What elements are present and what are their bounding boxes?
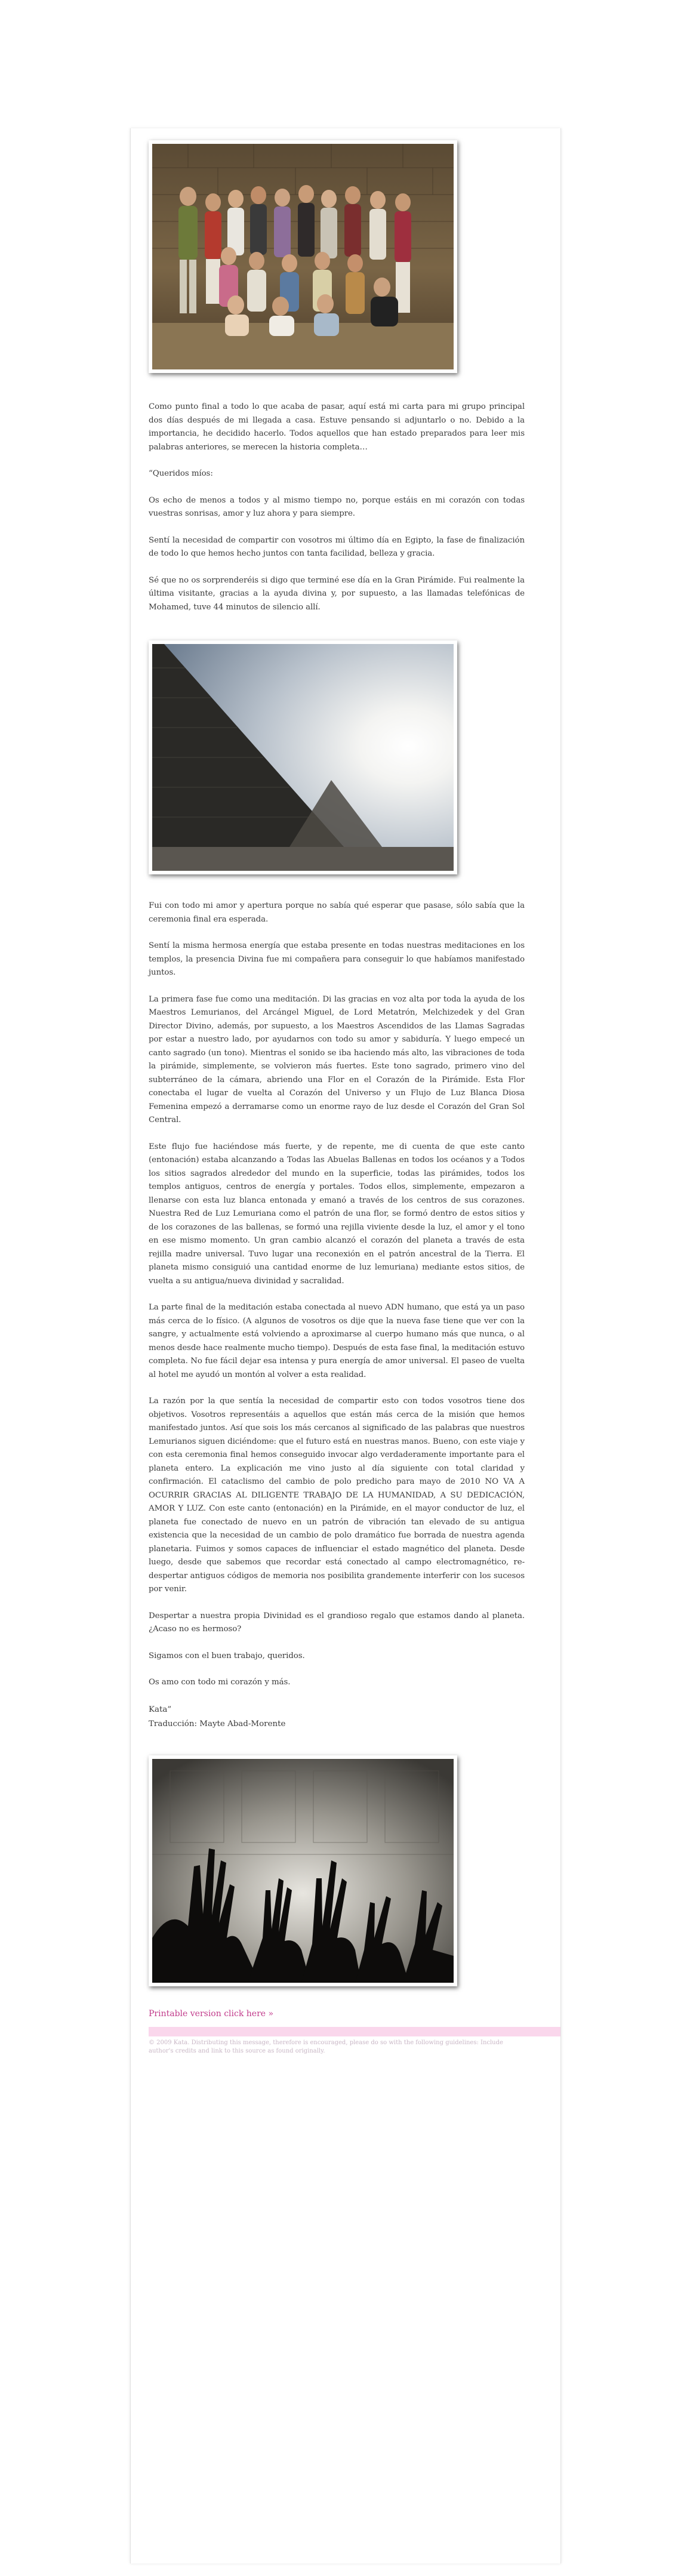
group-photo-image: [152, 144, 454, 369]
group-photo: [149, 140, 457, 373]
intro-paragraph: Como punto final a todo lo que acaba de pasar, aquí está mi carta para mi grupo principal dos días después de mi llegada a casa. Estuve pensando si adjuntarlo o no. Debido a la importancia, he decidido hacerlo. Todos aquellos que han estado preparados para leer mis palabras anteriores, se merecen la historia completa…: [149, 402, 525, 452]
paragraph-7: Este flujo fue haciéndose más fuerte, y de repente, me di cuenta de que este canto (entonación) estaba alcanzando a Todas las Abuelas Ballenas en todos los océanos y a Todos los sitios sagrados alrededor del mundo en la superficie, todas las pirámides, todos los templos antiguos, centros de energía y portales. Todos ellos, simplemente, empezaron a llenarse con esta luz blanca entonada y emanó a través de los centros de sus corazones. Nuestra Red de Luz Lemuriana como el patrón de una flor, se formó dentro de estos sitios y de los corazones de las ballenas, se formó una rejilla viviente desde la luz, el amor y el tono en ese mismo momento. Un gran cambio alcanzó el corazón del planeta a través de esta rejilla madre universal. Tuvo lugar una reconexión en el patrón ancestral de la Tierra. El planeta mismo consiguió una cantidad enorme de luz lemuriana) mediante estos sitios, de vuelta a su antigua/nueva divinidad y sacralidad.: [149, 1142, 525, 1286]
paragraph-12: Os amo con todo mi corazón y más.: [149, 1678, 291, 1687]
hands-silhouette-photo: [149, 1755, 457, 1986]
article-content: [149, 140, 525, 2056]
translation-credit: Traducción: Mayte Abad-Morente: [149, 1719, 286, 1728]
paragraph-3: Sé que no os sorprenderéis si digo que terminé ese día en la Gran Pirámide. Fui realmente la última visitante, gracias a la ayuda divina y, por supuesto, a las llamadas telefónicas de Mohamed, tuve 44 minutos de silencio allí.: [149, 575, 525, 612]
paragraph-9: La razón por la que sentía la necesidad de compartir esto con todos vosotros tiene dos objetivos. Vosotros representáis a aquellos que están más cerca de la misión que hemos manifestado juntos. Así que sois los más cercanos al significado de las palabras que nuestros Lemurianos siguen diciéndome: que el futuro está en nuestras manos. Bueno, con este viaje y con esta ceremonia final hemos conseguido invocar algo verdaderamente importante para el planeta entero. La explicación me vino justo al día siguiente con total claridad y confirmación. El cataclismo del cambio de polo predicho para mayo de 2010 NO VA A OCURRIR GRACIAS AL DILIGENTE TRABAJO DE LA HUMANIDAD, A SU DEDICACIÓN, AMOR Y LUZ. Con este canto (entonación) en la Pirámide, en el mayor conductor de luz, el planeta fue conectado de nuevo en un patrón de vibración tan elevado de su antigua existencia que la necesidad de un cambio de polo dramático fue borrada de nuestra agenda planetaria. Fuimos y somos capaces de influenciar el estado magnético del planeta. Desde luego, desde que sabemos que recordar está conectado al campo electromagnético, re-despertar antiguos códigos de memoria nos posibilita grandemente interferir con los sucesos por venir.: [149, 1397, 525, 1594]
paragraph-11: Sigamos con el buen trabajo, queridos.: [149, 1651, 305, 1660]
pyramid-photo-image: [152, 644, 454, 871]
hands-photo-image: [152, 1759, 454, 1983]
signature: Kata”: [149, 1705, 172, 1714]
pyramid-photo: [149, 640, 457, 874]
paragraph-8: La parte final de la meditación estaba conectada al nuevo ADN humano, que está ya un paso más cerca de lo físico. (A algunos de vosotros os dije que la nueva fase tiene que ver con la sangre, y actualmente está volviendo a aproximarse al cuerpo humano más que nunca, o al menos desde hace realmente mucho tiempo). Después de esta fase final, la meditación estuvo completa. No fue fácil dejar esa intensa y pura energía de amor universal. El paseo de vuelta al hotel me ayudó un montón al volver a esta realidad.: [149, 1303, 525, 1379]
article-page: [130, 128, 561, 2563]
printable-version-link[interactable]: Printable version click here »: [149, 2008, 274, 2019]
paragraph-6: La primera fase fue como una meditación. Di las gracias en voz alta por toda la ayuda de los Maestros Lemurianos, del Arcángel Miguel, de Lord Metatrón, Melchizedek y del Gran Director Divino, además, por supuesto, a los Maestros Ascendidos de las Llamas Sagradas por estar a nuestro lado, por ayudarnos con todo su amor y sabiduría. Y luego empecé un canto sagrado (un tono). Mientras el sonido se iba haciendo más alto, las vibraciones de toda la pirámide, simplemente, se volvieron más fuertes. Este tono sagrado, primero vino del subterráneo de la cámara, abriendo una Flor en el Corazón de la Pirámide. Esta Flor conectaba el lugar de vuelta al Corazón del Universo y un Flujo de Luz Blanca Diosa Femenina empezó a derramarse como un enorme rayo de luz desde el Corazón del Gran Sol Central.: [149, 994, 525, 1124]
paragraph-10: Despertar a nuestra propia Divinidad es el grandioso regalo que estamos dando al planeta. ¿Acaso no es hermoso?: [149, 1611, 525, 1634]
paragraph-5: Sentí la misma hermosa energía que estaba presente en todas nuestras meditaciones en los templos, la presencia Divina fue mi compañera para conseguir lo que habíamos manifestado juntos.: [149, 941, 525, 977]
paragraph-1: Os echo de menos a todos y al mismo tiempo no, porque estáis en mi corazón con todas vuestras sonrisas, amor y luz ahora y para siempre.: [149, 495, 525, 518]
paragraph-2: Sentí la necesidad de compartir con vosotros mi último día en Egipto, la fase de finalización de todo lo que hemos hecho juntos con tanta facilidad, belleza y gracia.: [149, 535, 525, 558]
footer-copyright: © 2009 Kata. Distributing this message, therefore is encouraged, please do so with the following guidelines: Include author's credits and link to this source as found originally.: [149, 2039, 503, 2054]
paragraph-4: Fui con todo mi amor y apertura porque no sabía qué esperar que pasase, sólo sabía que la ceremonia final era esperada.: [149, 901, 525, 924]
signature-block: [149, 1703, 525, 1731]
footer-bar: [149, 2027, 560, 2036]
greeting: “Queridos míos:: [149, 469, 213, 478]
